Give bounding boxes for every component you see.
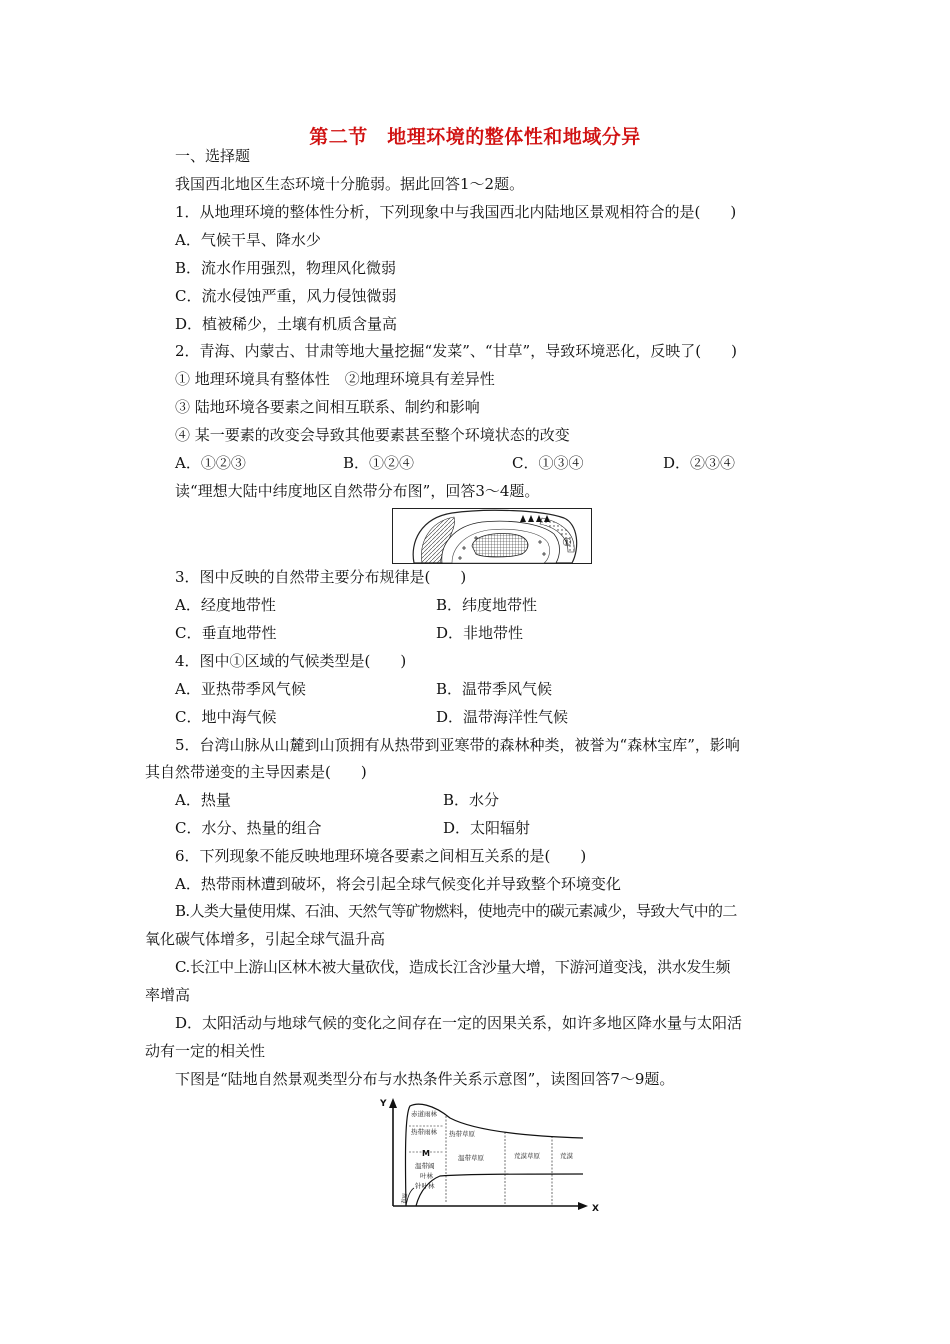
q2-option-c: C．①③④ (512, 454, 584, 472)
q1-option-a: A．气候干旱、降水少 (175, 231, 321, 249)
q5-stem-line1: 5．台湾山脉从山麓到山顶拥有从热带到亚寒带的森林种类，被誉为“森林宝库”，影响 (175, 736, 740, 754)
q2-option-b: B．①②④ (343, 454, 415, 472)
lower-boundary-curve (416, 1174, 583, 1206)
q4-option-c: C．地中海气候 (175, 708, 277, 726)
label-rainforest-1: 赤道雨林 (411, 1110, 437, 1118)
q2-statement-3: ③ 陆地环境各要素之间相互联系、制约和影响 (175, 398, 480, 416)
y-axis-arrow (389, 1098, 397, 1108)
landscape-water-heat-diagram (378, 1094, 604, 1214)
q6-option-d-line1: D．太阳活动与地球气候的变化之间存在一定的因果关系，如许多地区降水量与太阳活 (175, 1014, 743, 1032)
q6-option-c-line2: 率增高 (145, 986, 191, 1004)
q4-stem: 4．图中①区域的气候类型是( ) (175, 652, 407, 670)
q5-stem-line2: 其自然带递变的主导因素是( ) (145, 763, 367, 781)
q4-option-d: D．温带海洋性气候 (436, 708, 569, 726)
q1-stem: 1．从地理环境的整体性分析，下列现象中与我国西北内陆地区景观相符合的是( ) (175, 203, 737, 221)
intro-7-9: 下图是“陆地自然景观类型分布与水热条件关系示意图”，读图回答7～9题。 (175, 1070, 675, 1088)
intro-3-4: 读“理想大陆中纬度地区自然带分布图”，回答3～4题。 (175, 482, 540, 500)
q6-option-a: A．热带雨林遭到破坏，将会引起全球气候变化并导致整个环境变化 (175, 875, 621, 893)
y-axis-label: Y (380, 1099, 387, 1109)
desert-core (472, 534, 528, 558)
q4-option-b: B．温带季风气候 (436, 680, 553, 698)
q3-option-a: A．经度地带性 (175, 596, 276, 614)
q5-option-a: A．热量 (175, 791, 231, 809)
q2-option-d: D．②③④ (663, 454, 736, 472)
q5-option-b: B．水分 (443, 791, 500, 809)
q6-option-d-line2: 动有一定的相关性 (145, 1042, 266, 1060)
q2-option-a: A．①②③ (175, 454, 246, 472)
label-desert: 荒漠 (560, 1152, 573, 1160)
q2-stem: 2．青海、内蒙古、甘肃等地大量挖掘“发菜”、“甘草”，导致环境恶化，反映了( ) (175, 342, 737, 360)
q6-option-b-line2: 氧化碳气体增多，引起全球气温升高 (145, 930, 386, 948)
label-temperate-1: 温带阔 (415, 1162, 435, 1170)
q3-option-c: C．垂直地带性 (175, 624, 277, 642)
q3-option-d: D．非地带性 (436, 624, 524, 642)
q5-option-c: C．水分、热量的组合 (175, 819, 322, 837)
label-desert-steppe: 荒漠草原 (514, 1152, 540, 1160)
label-temperate-2: 叶林 (420, 1172, 433, 1180)
intro-1-2: 我国西北地区生态环境十分脆弱。据此回答1～2题。 (175, 175, 525, 193)
q3-stem: 3．图中反映的自然带主要分布规律是( ) (175, 568, 467, 586)
q3-option-b: B．纬度地带性 (436, 596, 538, 614)
label-rainforest-2: 热带雨林 (411, 1128, 437, 1136)
q2-statement-4: ④ 某一要素的改变会导致其他要素甚至整个环境状态的改变 (175, 426, 570, 444)
x-axis-label: X (592, 1204, 599, 1214)
q5-option-d: D．太阳辐射 (443, 819, 531, 837)
x-axis-arrow (578, 1202, 588, 1210)
label-tundra: 苔原 (401, 1192, 410, 1205)
section-heading: 一、选择题 (175, 147, 251, 165)
page-title: 第二节 地理环境的整体性和地域分异 (309, 126, 641, 148)
map-marker-1: ① (562, 536, 572, 549)
q4-option-a: A．亚热带季风气候 (175, 680, 306, 698)
q6-option-c-line1: C.长江中上游山区林木被大量砍伐，造成长江含沙量大增，下游河道变浅，洪水发生频 (175, 958, 731, 976)
q6-stem: 6．下列现象不能反映地理环境各要素之间相互关系的是( ) (175, 847, 587, 865)
q6-option-b-line1: B.人类大量使用煤、石油、天然气等矿物燃料，使地壳中的碳元素减少，导致大气中的二 (175, 902, 737, 920)
label-savanna-top: 热带草原 (449, 1130, 475, 1138)
label-m: M (422, 1149, 430, 1158)
ideal-continent-map (392, 508, 592, 564)
q2-statement-1-2: ① 地理环境具有整体性 ②地理环境具有差异性 (175, 370, 495, 388)
label-temperate-3: 针叶林 (415, 1182, 435, 1190)
q1-option-b: B．流水作用强烈，物理风化微弱 (175, 259, 397, 277)
label-steppe: 温带草原 (458, 1154, 484, 1162)
q1-option-d: D．植被稀少，土壤有机质含量高 (175, 315, 398, 333)
upper-boundary-curve (405, 1104, 583, 1206)
q1-option-c: C．流水侵蚀严重，风力侵蚀微弱 (175, 287, 397, 305)
